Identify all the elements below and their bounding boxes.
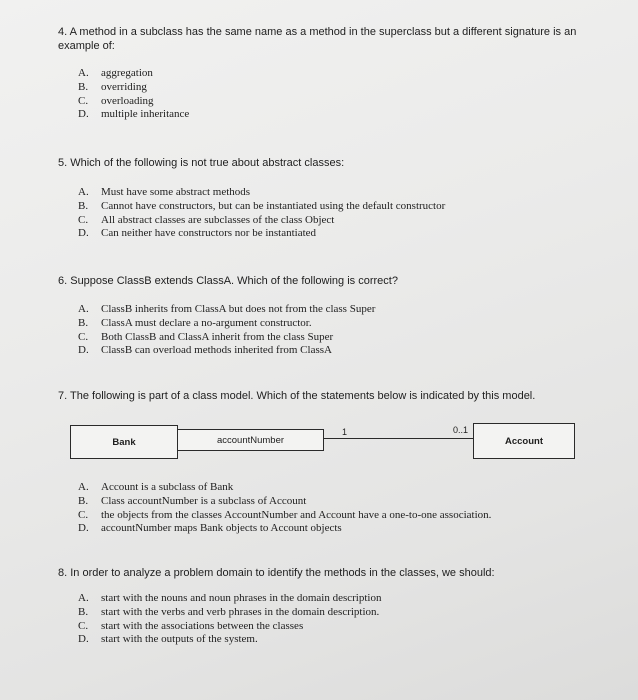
option-text: aggregation — [101, 67, 153, 79]
option — [78, 633, 598, 647]
option — [78, 317, 598, 331]
option-letter: A. — [78, 67, 89, 79]
option-text: Must have some abstract methods — [101, 186, 251, 198]
option — [78, 344, 598, 358]
qualifier-box — [177, 429, 324, 451]
option-letter: D. — [78, 227, 89, 240]
association-line — [324, 438, 473, 439]
class-name-bank: Bank — [112, 436, 136, 448]
option-letter: C. — [78, 213, 89, 226]
option-text: All abstract classes are subclasses of the class Object — [101, 213, 335, 226]
question-5-options — [78, 186, 598, 241]
multiplicity-right: 0..1 — [453, 425, 469, 435]
option-text: Can neither have constructors nor be instantiated — [101, 227, 317, 240]
option-text: start with the associations between the classes — [101, 619, 304, 632]
option — [78, 331, 598, 345]
option-text: Both ClassB and ClassA inherit from the class Super — [101, 330, 334, 343]
option-text: multiple inheritance — [101, 108, 190, 121]
option-text: Class accountNumber is a subclass of Account — [101, 494, 307, 507]
option — [78, 606, 598, 620]
option — [78, 522, 598, 536]
option-letter: A. — [78, 592, 89, 604]
option-text: ClassB can overload methods inherited from ClassA — [101, 344, 332, 357]
question-8-options — [78, 592, 598, 647]
option — [78, 95, 598, 109]
option — [78, 186, 598, 200]
class-name-account: Account — [505, 435, 543, 447]
qualifier-name: accountNumber — [216, 434, 285, 446]
option-letter: D. — [78, 108, 89, 121]
question-8-text: 8. In order to analyze a problem domain to identify the methods in the classes, we should: — [58, 567, 495, 579]
option-letter: C. — [78, 94, 89, 107]
option — [78, 227, 598, 241]
option — [78, 481, 598, 495]
option-letter: C. — [78, 330, 89, 343]
question-5-text: 5. Which of the following is not true about abstract classes: — [58, 157, 345, 169]
question-4-text: 4. A method in a subclass has the same name as a method in the superclass but a different signature is an example of: — [58, 26, 577, 52]
option-letter: B. — [78, 494, 89, 507]
question-7-text: 7. The following is part of a class model. Which of the statements below is indicated by this model. — [58, 390, 536, 402]
option-letter: D. — [78, 633, 89, 646]
option-text: start with the outputs of the system. — [101, 633, 258, 646]
question-4-options — [78, 67, 598, 122]
option-letter: A. — [78, 481, 89, 493]
option — [78, 495, 598, 509]
option-text: accountNumber maps Bank objects to Account objects — [101, 522, 342, 535]
option-letter: D. — [78, 522, 89, 535]
class-box-account — [473, 423, 575, 459]
option-letter: A. — [78, 186, 89, 198]
option — [78, 200, 598, 214]
multiplicity-left: 1 — [342, 427, 348, 437]
option — [78, 108, 598, 122]
option-text: overriding — [101, 80, 147, 93]
option — [78, 67, 598, 81]
option-text: ClassB inherits from ClassA but does not from the class Super — [101, 303, 376, 315]
question-7-options — [78, 481, 598, 536]
option-letter: B. — [78, 316, 89, 329]
option-text: Cannot have constructors, but can be instantiated using the default constructor — [101, 199, 446, 212]
option — [78, 620, 598, 634]
option-letter: B. — [78, 199, 89, 212]
option-letter: D. — [78, 344, 89, 357]
option — [78, 214, 598, 228]
option-letter: C. — [78, 508, 89, 521]
option-text: ClassA must declare a no-argument constructor. — [101, 316, 312, 329]
question-6-options — [78, 303, 598, 358]
option — [78, 81, 598, 95]
option — [78, 592, 598, 606]
option — [78, 509, 598, 523]
class-box-bank — [70, 425, 178, 459]
option-text: Account is a subclass of Bank — [101, 481, 234, 493]
option-text: start with the nouns and noun phrases in the domain description — [101, 592, 382, 604]
option-text: overloading — [101, 94, 154, 107]
option-letter: A. — [78, 303, 89, 315]
option-letter: B. — [78, 605, 89, 618]
option-letter: C. — [78, 619, 89, 632]
option-text: the objects from the classes AccountNumber and Account have a one-to-one association. — [101, 508, 492, 521]
option-letter: B. — [78, 80, 89, 93]
option — [78, 303, 598, 317]
question-6-text: 6. Suppose ClassB extends ClassA. Which of the following is correct? — [58, 275, 398, 287]
option-text: start with the verbs and verb phrases in the domain description. — [101, 605, 380, 618]
